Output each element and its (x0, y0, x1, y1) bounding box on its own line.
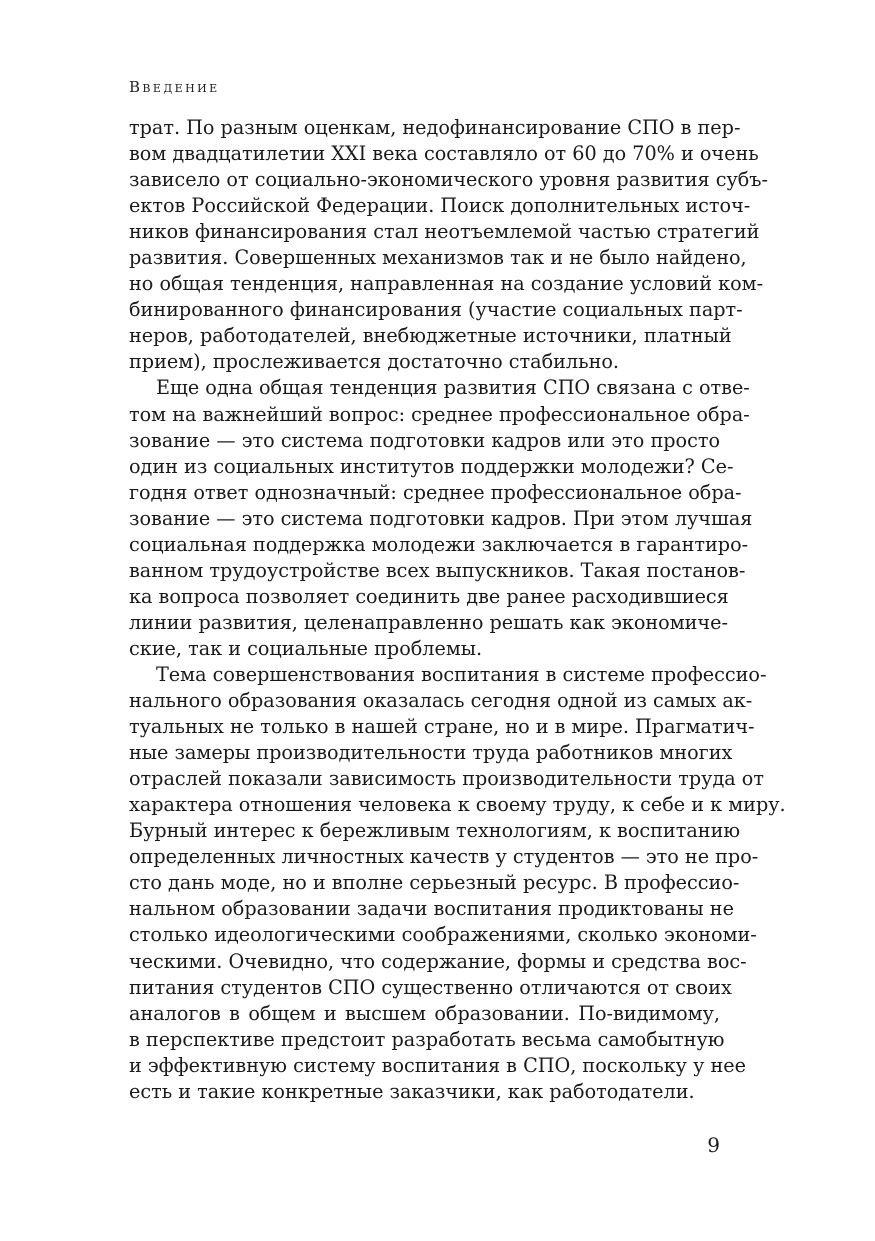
text-line: ванном трудоустройстве всех выпускников. Такая постанов- (129, 558, 746, 582)
text-line: социальная поддержка молодежи заключается в гарантиро- (129, 532, 749, 556)
text-line: вом двадцатилетии XXI века составляло от 60 до 70% и очень (129, 142, 759, 166)
text-line: зование — это система подготовки кадров или это просто (129, 428, 720, 452)
text-line: Бурный интерес к бережливым технологиям, к воспитанию (129, 819, 741, 843)
text-line: линии развития, целенаправленно решать как экономиче- (129, 610, 728, 634)
text-line: том на важнейший вопрос: среднее профессиональное обра- (129, 402, 750, 426)
text-line: питания студентов СПО существенно отличаются от своих (129, 975, 732, 999)
text-line: нальном образовании задачи воспитания продиктованы не (129, 897, 734, 921)
text-line: туальных не только в нашей стране, но и в мире. Прагматич- (129, 715, 755, 739)
text-line: бинированного финансирования (участие социальных парт- (129, 298, 743, 322)
body-text (129, 115, 786, 1105)
text-line: столько идеологическими соображениями, сколько экономи- (129, 923, 757, 947)
text-line: и эффективную систему воспитания в СПО, поскольку у нее (129, 1053, 746, 1077)
text-line: один из социальных институтов поддержки молодежи? Се- (129, 454, 734, 478)
text-line: ные замеры производительности труда работников многих (129, 741, 733, 765)
text-line: но общая тенденция, направленная на создание условий ком- (129, 272, 764, 296)
text-line: в перспективе предстоит разработать весьма самобытную (129, 1027, 725, 1051)
text-line: Тема совершенствования воспитания в системе профессио- (156, 662, 767, 686)
text-line: прием), прослеживается достаточно стабильно. (129, 350, 620, 374)
text-line: ческими. Очевидно, что содержание, формы и средства вос- (129, 949, 747, 973)
text-line: развития. Совершенных механизмов так и не было найдено, (129, 246, 747, 270)
running-head: Введение (129, 78, 220, 96)
text-line: ские, так и социальные проблемы. (129, 636, 483, 660)
text-line: сто дань моде, но и вполне серьезный ресурс. В профессио- (129, 871, 740, 895)
text-line: Еще одна общая тенденция развития СПО связана с отве- (156, 376, 750, 400)
text-line: характера отношения человека к своему труду, к себе и к миру. (129, 793, 786, 817)
text-line: годня ответ однозначный: среднее профессиональное обра- (129, 480, 742, 504)
text-line: есть и такие конкретные заказчики, как работодатели. (129, 1079, 695, 1103)
text-line: ектов Российской Федерации. Поиск дополнительных источ- (129, 194, 751, 218)
text-line: неров, работодателей, внебюджетные источники, платный (129, 324, 732, 348)
page-number: 9 (707, 1133, 720, 1157)
text-line: ников финансирования стал неотъемлемой частью стратегий (129, 220, 760, 244)
text-line: трат. По разным оценкам, недофинансирование СПО в пер- (129, 116, 741, 139)
text-line: определенных личностных качеств у студентов — это не про- (129, 845, 759, 869)
text-line: отраслей показали зависимость производительности труда от (129, 767, 764, 791)
text-line: зование — это система подготовки кадров. При этом лучшая (129, 506, 753, 530)
text-line: аналогов в общем и высшем образовании. По-видимому, (129, 1001, 720, 1025)
text-line: ка вопроса позволяет соединить две ранее расходившиеся (129, 584, 729, 608)
text-line: зависело от социально-экономического уровня развития субъ- (129, 168, 768, 192)
text-line: нального образования оказалась сегодня одной из самых ак- (129, 689, 753, 713)
